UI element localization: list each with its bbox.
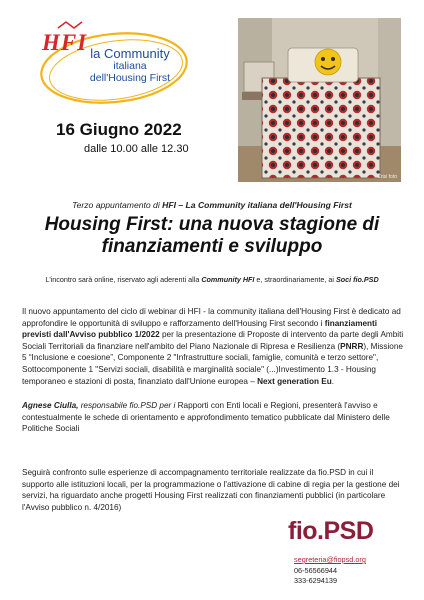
p1-bold-pnrr: PNRR (340, 341, 364, 351)
online-soci: Soci fio.PSD (335, 275, 379, 284)
contact-phone-1: 06-56566944 (294, 565, 338, 575)
hfi-community-logo (28, 18, 190, 112)
bedroom-photo (238, 18, 401, 182)
contact-info (294, 555, 366, 587)
contact-email-link[interactable]: segreteria@fiopsd.org (294, 555, 366, 564)
online-text-1: L'incontro sarà online, riservato agli aderenti alla (45, 275, 202, 284)
title-line-1: Housing First: una nuova stagione di (44, 214, 380, 235)
event-date: 16 Giugno 2022 (56, 120, 182, 139)
logo-hfi-text: HFI (42, 30, 88, 55)
photo-caption: Crisi foto (377, 174, 397, 180)
p1-bold-next-gen: Next generation Eu (257, 376, 332, 386)
fio-logo-text: fio.PSD (288, 517, 374, 545)
speaker-paragraph (22, 400, 404, 435)
speaker-role: responsabile fio.PSD per i (78, 401, 176, 410)
contact-phone-2: 333-6294139 (294, 576, 338, 585)
online-community: Community HFI (201, 275, 255, 284)
meeting-subtitle (0, 200, 424, 210)
logo-subtitle (80, 48, 180, 84)
page-title (20, 214, 404, 258)
meeting-prefix: Terzo appuntamento di (72, 200, 163, 210)
p1-text-4: . (331, 376, 334, 386)
p1-text-1: Il nuovo appuntamento del ciclo di webinar di HFI - la community italiana dell'Housing First è dedicato ad approfondire le opportunità di sviluppo e rafforzamento dell'Housing First secondo i (22, 307, 401, 328)
speaker-text: Rapporti con Enti locali e Regioni, presenterà l'avviso e contestualmente le schede di orientamento e approfondimento tematico pubblicate dal Ministero delle Politiche Sociali (22, 401, 390, 434)
p1-bold-1: finanziamenti previsti dall'Avviso pubblico 1/2022 (22, 318, 378, 340)
fio-psd-logo (288, 515, 398, 549)
meeting-community: HFI – La Community italiana dell'Housing First (162, 200, 352, 210)
p1-text-2: per la presentazione di Proposte di intervento da parte degli Ambiti Sociali Territoriali da finanziare nell'ambito del Piano Nazionale di Ripresa e Resilienza ( (22, 330, 404, 351)
online-notice (10, 275, 414, 284)
logo-line-3: dell'Housing First (89, 72, 171, 84)
logo-line-1: la Community (90, 46, 170, 61)
bed-image-icon (238, 18, 401, 182)
online-text-2: e, straordinariamente, ai (254, 275, 336, 284)
p1-text-3: ), Missione 5 “Inclusione e coesione”, Componente 2 "Infrastrutture sociali, famiglie, comunità e terzo settore", Sottocomponente 1 "Servizi sociali, disabilità e marginalità sociale" (...)Investimento 1.3 - Housing temporaneo e stazioni di posta, finanziato dall'Unione europea – (22, 341, 403, 386)
intro-paragraph (22, 306, 404, 387)
event-time: dalle 10.00 alle 12.30 (84, 143, 189, 155)
speaker-name: Agnese Ciulla, (22, 401, 79, 410)
title-line-2: finanziamenti e sviluppo (101, 236, 323, 257)
discussion-paragraph: Seguirà confronto sulle esperienze di accompagnamento territoriale realizzate da fio.PSD in cui il supporto alle istituzioni locali, per la programmazione o l'attivazione di cabine di regia per la gestione dei servizi, ha riguardato anche progetti Housing First realizzati con finanziamenti pubblici (in particolare l'Avviso pubblico n. 4/2016) (22, 468, 400, 512)
logo-line-2: italiana (113, 60, 147, 72)
